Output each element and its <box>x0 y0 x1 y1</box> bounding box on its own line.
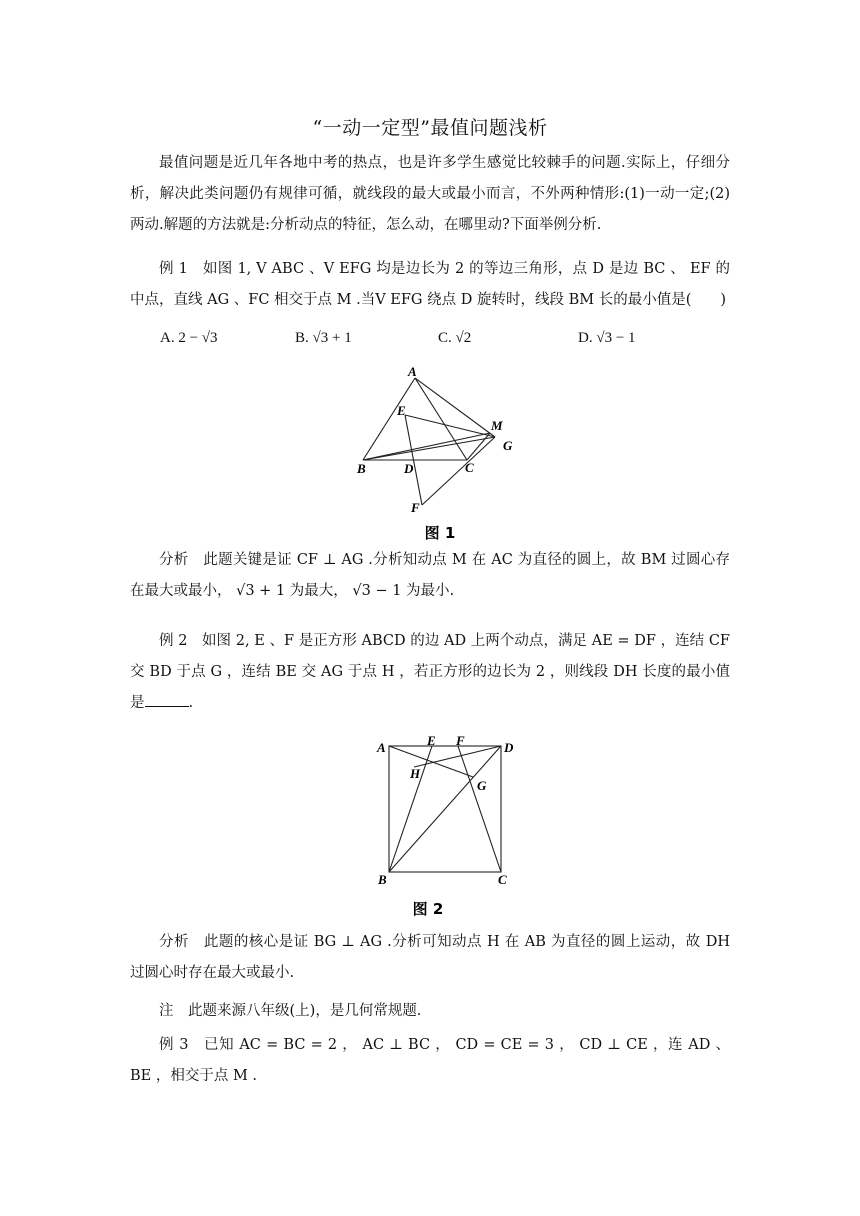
example-2-question-text: 例 2 如图 2, E 、F 是正方形 ABCD 的边 AD 上两个动点，满足 AE = DF ，连结 CF 交 BD 于点 G ，连结 BE 交 AG 于点 H ，若正方形的边长为 2 ，则线段 DH 长度的最小值是 <box>130 633 730 711</box>
label-f: F <box>456 736 465 748</box>
segment-bg <box>363 437 495 460</box>
label-e: E <box>397 403 406 418</box>
label-h: H <box>410 766 421 781</box>
example-3-question: 例 3 已知 AC = BC = 2 ， AC ⊥ BC ， CD = CE = 3 ， CD ⊥ CE ，连 AD 、 BE ，相交于点 M . <box>130 1037 730 1084</box>
figure-1 <box>345 360 535 545</box>
label-e: E <box>427 736 436 748</box>
label-g: G <box>503 438 513 453</box>
note: 注 此题来源八年级(上)，是几何常规题. <box>159 1003 422 1019</box>
label-b: B <box>378 872 387 887</box>
label-a: A <box>408 364 417 379</box>
segment-cf <box>458 746 501 872</box>
segment-ag <box>389 746 473 777</box>
segment-be <box>389 746 432 872</box>
label-d: D <box>504 740 514 755</box>
example-1-analysis: 分析 此题关键是证 CF ⊥ AG .分析知动点 M 在 AC 为直径的圆上，故 BM 过圆心存在最大或最小， √3 + 1 为最大， √3 − 1 为最小. <box>130 552 730 599</box>
option-c: C. √2 <box>438 330 472 346</box>
segment-hd <box>414 746 501 767</box>
label-a: A <box>377 740 386 755</box>
example-2-question <box>130 626 730 719</box>
label-c: C <box>498 872 507 887</box>
page-title: “一动一定型”最值问题浅析 <box>312 117 548 139</box>
label-m: M <box>491 418 503 433</box>
label-g: G <box>477 778 487 793</box>
figure-2-caption: 图 2 <box>412 900 444 918</box>
segment-bd <box>389 746 501 872</box>
figure-1-caption: 图 1 <box>424 524 456 542</box>
label-c: C <box>465 460 474 475</box>
label-f: F <box>411 500 420 515</box>
segment-ab <box>363 378 415 460</box>
segment-ag <box>415 378 495 437</box>
example-1-question: 例 1 如图 1, V ABC 、V EFG 均是边长为 2 的等边三角形，点 D 是边 BC 、 EF 的中点，直线 AG 、FC 相交于点 M .当V EFG 绕点 D 旋转时，线段 BM 长的最小值是( ) <box>130 261 730 308</box>
label-d: D <box>404 461 414 476</box>
figure-1-diagram <box>345 360 535 545</box>
option-a: A. 2 − √3 <box>160 330 218 346</box>
answer-blank <box>145 692 189 707</box>
label-b: B <box>357 461 366 476</box>
example-2-question-end: . <box>188 695 194 711</box>
intro-paragraph: 最值问题是近几年各地中考的热点，也是许多学生感觉比较棘手的问题.实际上，仔细分析，解决此类问题仍有规律可循，就线段的最大或最小而言，不外两种情形:(1)一动一定;(2)两动.解题的方法就是:分析动点的特征，怎么动，在哪里动?下面举例分析. <box>130 155 730 233</box>
figure-2-diagram <box>370 736 520 921</box>
option-d: D. √3 − 1 <box>578 330 636 346</box>
option-b: B. √3 + 1 <box>295 330 352 346</box>
figure-2 <box>370 736 520 921</box>
example-2-analysis: 分析 此题的核心是证 BG ⊥ AG .分析可知动点 H 在 AB 为直径的圆上运动，故 DH 过圆心时存在最大或最小. <box>130 934 730 981</box>
